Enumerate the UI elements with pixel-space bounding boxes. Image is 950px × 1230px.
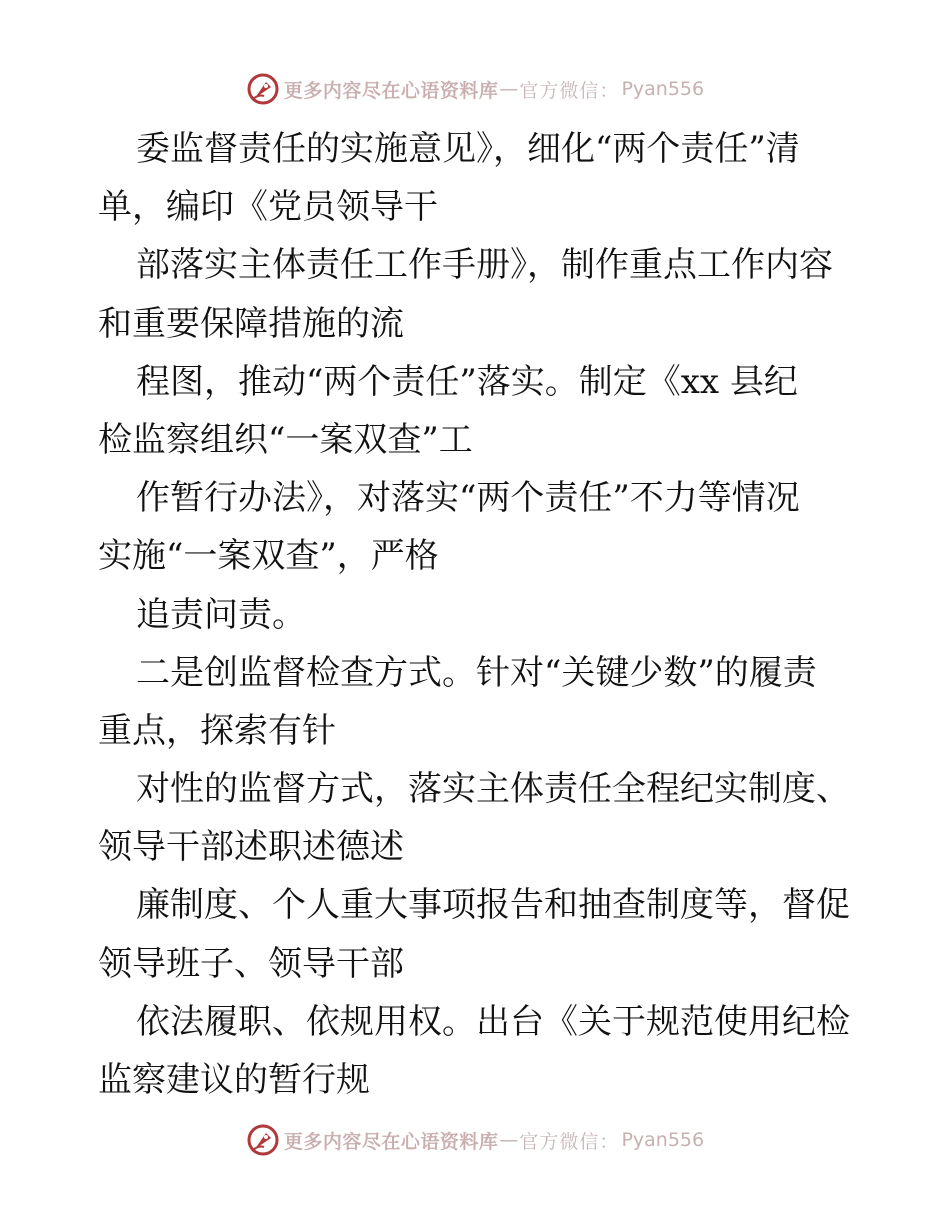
body-line: 领导班子、领导干部: [98, 943, 404, 984]
banner-brand-text: 更多内容尽在心语资料库: [283, 1130, 499, 1153]
body-line: 对性的监督方式，落实主体责任全程纪实制度、: [136, 769, 850, 810]
footer-banner: [0, 1120, 950, 1160]
body-line: 和重要保障措施的流: [98, 303, 404, 344]
banner-wechat-label: 官方微信：: [519, 1130, 620, 1153]
body-line: 检监察组织“一案双查”工: [98, 419, 473, 460]
body-line: 程图，推动“两个责任”落实。制定《xx 县纪: [136, 361, 798, 402]
body-line: 领导干部述职述德述: [98, 827, 404, 868]
pen-nib-logo-icon: [246, 1123, 280, 1157]
header-banner: [0, 69, 950, 109]
body-line: 单，编印《党员领导干: [98, 187, 438, 228]
pen-nib-logo-icon: [246, 72, 280, 106]
banner-brand-text: 更多内容尽在心语资料库: [283, 79, 499, 102]
document-body: [98, 120, 858, 1109]
body-line: 廉制度、个人重大事项报告和抽查制度等，督促: [136, 885, 850, 926]
body-line: 追责问责。: [136, 594, 306, 635]
banner-wechat-id: Pyan556: [621, 1129, 705, 1151]
banner-dash: —: [499, 78, 519, 100]
body-line: 监察建议的暂行规: [98, 1060, 370, 1100]
banner-dash: —: [499, 1129, 519, 1151]
body-line: 部落实主体责任工作手册》，制作重点工作内容: [136, 245, 833, 286]
body-line: 委监督责任的实施意见》，细化“两个责任”清: [136, 129, 800, 169]
body-line: 实施“一案双查”，严格: [98, 536, 439, 577]
body-line: 依法履职、依规用权。出台《关于规范使用纪检: [136, 1001, 850, 1042]
body-line: 作暂行办法》，对落实“两个责任”不力等情况: [136, 478, 800, 519]
body-line: 重点，探索有针: [98, 710, 336, 751]
banner-wechat-label: 官方微信：: [519, 79, 620, 102]
banner-wechat-id: Pyan556: [621, 78, 705, 100]
body-line: 二是创监督检查方式。针对“关键少数”的履责: [136, 652, 817, 693]
